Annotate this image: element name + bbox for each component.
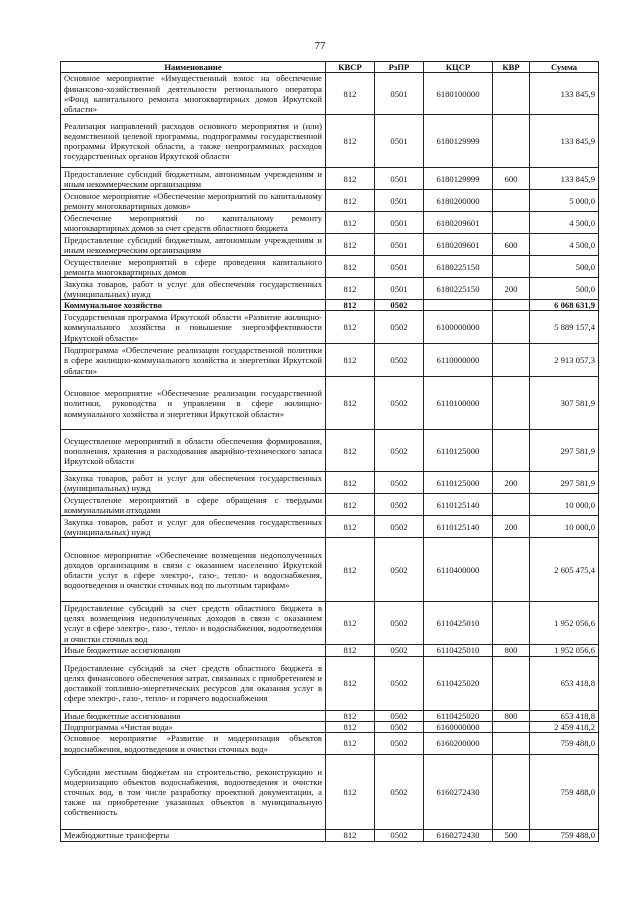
table-row <box>61 538 599 602</box>
row-kvr <box>493 115 530 168</box>
row-sum: 1 952 056,6 <box>530 602 599 645</box>
row-kvsr: 812 <box>326 190 375 212</box>
header-kvr: КВР <box>493 62 530 73</box>
row-kcsr: 6160272430 <box>424 755 493 830</box>
row-kvsr: 812 <box>326 721 375 732</box>
row-kcsr: 6110425010 <box>424 602 493 645</box>
row-kcsr: 6180209601 <box>424 212 493 234</box>
row-rzpr: 0502 <box>375 377 424 430</box>
table-row <box>61 830 599 842</box>
row-kcsr: 6160200000 <box>424 733 493 755</box>
row-sum: 307 581,9 <box>530 377 599 430</box>
row-kvsr: 812 <box>326 645 375 656</box>
row-kcsr: 6180225150 <box>424 278 493 300</box>
row-kvr: 800 <box>493 710 530 721</box>
row-kcsr: 6160272430 <box>424 830 493 842</box>
row-name: Закупка товаров, работ и услуг для обеспечения государственных (муниципальных) нужд <box>61 278 326 300</box>
row-sum: 500,0 <box>530 256 599 278</box>
row-kvr: 800 <box>493 645 530 656</box>
table-row <box>61 516 599 538</box>
row-kvsr: 812 <box>326 472 375 494</box>
row-rzpr: 0502 <box>375 645 424 656</box>
row-name: Предоставление субсидий за счет средств областного бюджета в целях финансового обеспечения затрат, связанных с приобретением и доставкой топливно-энергетических ресурсов для оказания услуг в сфере электро-, газо-, тепло- и горячего водоснабжения <box>61 656 326 710</box>
row-kvr <box>493 430 530 472</box>
row-kvr: 200 <box>493 278 530 300</box>
row-name: Межбюджетные трансферты <box>61 830 326 842</box>
header-kvsr: КВСР <box>326 62 375 73</box>
row-name: Коммунальное хозяйство <box>61 300 326 311</box>
row-kvr: 600 <box>493 234 530 256</box>
row-rzpr: 0501 <box>375 168 424 190</box>
row-kcsr: 6110125140 <box>424 494 493 516</box>
table-row <box>61 430 599 472</box>
row-kvsr: 812 <box>326 602 375 645</box>
row-sum: 6 068 631,9 <box>530 300 599 311</box>
row-kcsr: 6110425020 <box>424 710 493 721</box>
row-kcsr: 6180200000 <box>424 190 493 212</box>
row-rzpr: 0501 <box>375 115 424 168</box>
row-rzpr: 0502 <box>375 538 424 602</box>
row-kcsr: 6180225150 <box>424 256 493 278</box>
row-rzpr: 0502 <box>375 430 424 472</box>
row-kvsr: 812 <box>326 73 375 115</box>
row-kcsr: 6110100000 <box>424 377 493 430</box>
table-row <box>61 472 599 494</box>
row-kvsr: 812 <box>326 278 375 300</box>
row-name: Подпрограмма «Чистая вода» <box>61 721 326 732</box>
row-kvr <box>493 602 530 645</box>
table-row <box>61 212 599 234</box>
row-sum: 5 000,0 <box>530 190 599 212</box>
row-sum: 500,0 <box>530 278 599 300</box>
row-kvsr: 812 <box>326 733 375 755</box>
row-kvsr: 812 <box>326 656 375 710</box>
row-kvsr: 812 <box>326 430 375 472</box>
row-name: Предоставление субсидий бюджетным, автономным учреждениям и иным некоммерческим организациям <box>61 234 326 256</box>
row-kvr: 200 <box>493 516 530 538</box>
row-kcsr: 6110125000 <box>424 430 493 472</box>
table-row <box>61 115 599 168</box>
row-kcsr: 6100000000 <box>424 311 493 344</box>
row-name: Иные бюджетные ассигнования <box>61 645 326 656</box>
row-rzpr: 0502 <box>375 602 424 645</box>
table-row <box>61 721 599 732</box>
row-kcsr: 6180129999 <box>424 115 493 168</box>
row-name: Реализация направлений расходов основного мероприятия и (или) ведомственной целевой программы, подпрограммы государственной программы Иркутской области, а также непрограммных расходов государственных органов Иркутской области <box>61 115 326 168</box>
table-row <box>61 645 599 656</box>
row-kvr <box>493 377 530 430</box>
row-rzpr: 0502 <box>375 516 424 538</box>
table-row <box>61 256 599 278</box>
row-kvr <box>493 73 530 115</box>
table-row <box>61 190 599 212</box>
row-kvr <box>493 538 530 602</box>
row-sum: 1 952 056,6 <box>530 645 599 656</box>
row-rzpr: 0501 <box>375 190 424 212</box>
row-kcsr: 6180100000 <box>424 73 493 115</box>
header-sum: Сумма <box>530 62 599 73</box>
row-rzpr: 0502 <box>375 755 424 830</box>
row-kcsr: 6160000000 <box>424 721 493 732</box>
row-kvsr: 812 <box>326 115 375 168</box>
row-rzpr: 0502 <box>375 300 424 311</box>
header-rzpr: РзПР <box>375 62 424 73</box>
row-kvsr: 812 <box>326 212 375 234</box>
row-sum: 2 605 475,4 <box>530 538 599 602</box>
row-name: Предоставление субсидий бюджетным, автономным учреждениям и иным некоммерческим организациям <box>61 168 326 190</box>
row-sum: 759 488,0 <box>530 733 599 755</box>
row-rzpr: 0502 <box>375 494 424 516</box>
table-row <box>61 755 599 830</box>
row-sum: 5 889 157,4 <box>530 311 599 344</box>
row-rzpr: 0502 <box>375 830 424 842</box>
row-kvr <box>493 344 530 377</box>
row-kvr <box>493 256 530 278</box>
row-kvr <box>493 212 530 234</box>
row-kvr <box>493 300 530 311</box>
row-sum: 133 845,9 <box>530 168 599 190</box>
row-kcsr: 6110425020 <box>424 656 493 710</box>
row-name: Обеспечение мероприятий по капитальному ремонту многоквартирных домов за счет средств областного бюджета <box>61 212 326 234</box>
budget-table <box>60 61 599 842</box>
row-rzpr: 0501 <box>375 212 424 234</box>
row-kcsr: 6110125000 <box>424 472 493 494</box>
row-kvr <box>493 311 530 344</box>
row-kvsr: 812 <box>326 311 375 344</box>
row-kcsr: 6110000000 <box>424 344 493 377</box>
row-name: Субсидии местным бюджетам на строительство, реконструкцию и модернизацию объектов водоснабжения, водоотведения и очистки сточных вод, в том числе разработку проектной документации, а также на приобретение указанных объектов в муниципальную собственность <box>61 755 326 830</box>
row-kvsr: 812 <box>326 377 375 430</box>
row-sum: 4 500,0 <box>530 212 599 234</box>
table-row <box>61 278 599 300</box>
row-sum: 10 000,0 <box>530 494 599 516</box>
row-name: Осуществление мероприятий в сфере обращения с твердыми коммунальными отходами <box>61 494 326 516</box>
row-kcsr: 6110125140 <box>424 516 493 538</box>
table-row <box>61 377 599 430</box>
row-kvsr: 812 <box>326 516 375 538</box>
row-sum: 297 581,9 <box>530 472 599 494</box>
row-kvr <box>493 755 530 830</box>
table-row <box>61 733 599 755</box>
row-name: Осуществление мероприятий в области обеспечения формирования, пополнения, хранения и расходования аварийно-технического запаса Иркутской области <box>61 430 326 472</box>
row-rzpr: 0502 <box>375 710 424 721</box>
row-rzpr: 0501 <box>375 256 424 278</box>
row-sum: 653 418,8 <box>530 656 599 710</box>
row-kcsr: 6110400000 <box>424 538 493 602</box>
row-sum: 759 488,0 <box>530 755 599 830</box>
row-name: Предоставление субсидий за счет средств областного бюджета в целях возмещения недополученных доходов в связи с оказанием услуг в сфере электро-, газо-, тепло- и водоснабжения, водоотведения и очистки сточных вод <box>61 602 326 645</box>
row-kvsr: 812 <box>326 234 375 256</box>
row-name: Осуществление мероприятий в сфере проведения капитального ремонта многоквартирных домов <box>61 256 326 278</box>
row-kcsr: 6180129999 <box>424 168 493 190</box>
row-kvr <box>493 733 530 755</box>
table-row <box>61 344 599 377</box>
table-row <box>61 311 599 344</box>
row-kvr: 200 <box>493 472 530 494</box>
row-kvsr: 812 <box>326 256 375 278</box>
row-sum: 4 500,0 <box>530 234 599 256</box>
row-sum: 297 581,9 <box>530 430 599 472</box>
row-kvsr: 812 <box>326 830 375 842</box>
row-sum: 759 488,0 <box>530 830 599 842</box>
table-row <box>61 234 599 256</box>
page-number: 77 <box>314 40 326 52</box>
row-kvsr: 812 <box>326 300 375 311</box>
row-kvsr: 812 <box>326 494 375 516</box>
row-rzpr: 0501 <box>375 234 424 256</box>
row-name: Иные бюджетные ассигнования <box>61 710 326 721</box>
table-row <box>61 656 599 710</box>
row-kvsr: 812 <box>326 755 375 830</box>
row-kvr <box>493 721 530 732</box>
header-name: Наименование <box>61 62 326 73</box>
row-name: Подпрограмма «Обеспечение реализации государственной политики в сфере жилищно-коммунального хозяйства и энергетики Иркутской области» <box>61 344 326 377</box>
row-sum: 133 845,9 <box>530 115 599 168</box>
table-row <box>61 710 599 721</box>
row-name: Основное мероприятие «Развитие и модернизация объектов водоснабжения, водоотведения и очистки сточных вод» <box>61 733 326 755</box>
table-header-row <box>61 62 599 73</box>
row-kvr: 600 <box>493 168 530 190</box>
header-kcsr: КЦСР <box>424 62 493 73</box>
row-rzpr: 0502 <box>375 656 424 710</box>
row-rzpr: 0502 <box>375 344 424 377</box>
row-name: Основное мероприятие «Обеспечение мероприятий по капитальному ремонту многоквартирных домов» <box>61 190 326 212</box>
row-name: Основное мероприятие «Обеспечение возмещения недополученных доходов организациям в связи с оказанием населению Иркутской области услуг в сфере электро-, газо-, тепло- и водоснабжения, водоотведения и очистки сточных вод по льготным тарифам» <box>61 538 326 602</box>
row-sum: 133 845,9 <box>530 73 599 115</box>
row-name: Государственная программа Иркутской области «Развитие жилищно-коммунального хозяйства и повышение энергоэффективности Иркутской области» <box>61 311 326 344</box>
row-name: Основное мероприятие «Имущественный взнос на обеспечение финансово-хозяйственной деятельности регионального оператора «Фонд капитального ремонта многоквартирных домов Иркутской области» <box>61 73 326 115</box>
row-kvr <box>493 494 530 516</box>
row-kvr <box>493 190 530 212</box>
table-row <box>61 300 599 311</box>
row-name: Закупка товаров, работ и услуг для обеспечения государственных (муниципальных) нужд <box>61 516 326 538</box>
row-rzpr: 0501 <box>375 73 424 115</box>
row-kcsr: 6180209601 <box>424 234 493 256</box>
row-kvr: 500 <box>493 830 530 842</box>
table-row <box>61 602 599 645</box>
row-kvr <box>493 656 530 710</box>
row-rzpr: 0502 <box>375 733 424 755</box>
row-rzpr: 0502 <box>375 472 424 494</box>
row-rzpr: 0502 <box>375 721 424 732</box>
row-kvsr: 812 <box>326 710 375 721</box>
row-rzpr: 0501 <box>375 278 424 300</box>
table-row <box>61 73 599 115</box>
row-kvsr: 812 <box>326 168 375 190</box>
row-name: Закупка товаров, работ и услуг для обеспечения государственных (муниципальных) нужд <box>61 472 326 494</box>
row-kcsr <box>424 300 493 311</box>
row-sum: 653 418,8 <box>530 710 599 721</box>
row-sum: 2 913 057,3 <box>530 344 599 377</box>
row-sum: 2 459 418,2 <box>530 721 599 732</box>
row-kvsr: 812 <box>326 538 375 602</box>
row-rzpr: 0502 <box>375 311 424 344</box>
table-row <box>61 494 599 516</box>
row-name: Основное мероприятие «Обеспечение реализации государственной политики, руководства и управления в сфере жилищно-коммунального хозяйства и энергетики Иркутской области» <box>61 377 326 430</box>
row-kvsr: 812 <box>326 344 375 377</box>
row-kcsr: 6110425010 <box>424 645 493 656</box>
table-row <box>61 168 599 190</box>
row-sum: 10 000,0 <box>530 516 599 538</box>
